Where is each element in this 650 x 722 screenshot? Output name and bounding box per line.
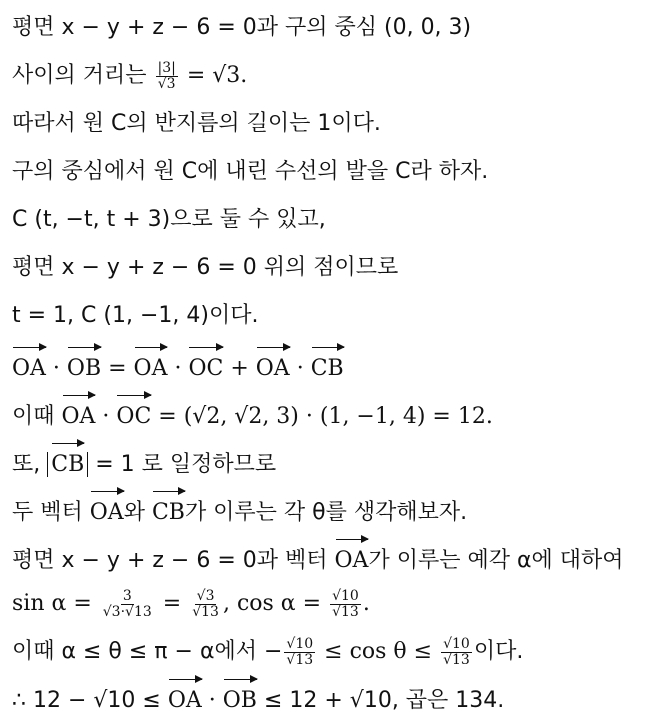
plane-angle-line: 평면 x − y + z − 6 = 0과 벡터 OA가 이루는 예각 α에 대하여 [12, 536, 623, 576]
magnitude-line: 또, CB = 1 로 일정하므로 [12, 440, 276, 480]
vector-oa: OA [90, 488, 124, 533]
vector-ob: OB [67, 344, 101, 389]
fraction: $\frac{√10}{√13}$ [286, 635, 314, 668]
text-line: C (t, −t, t + 3)으로 둘 수 있고, [12, 207, 326, 232]
vector-oa: OA [168, 676, 202, 721]
vector-oa: OA [335, 536, 369, 581]
text-line: 구의 중심에서 원 C에 내린 수선의 발을 C라 하자. [12, 159, 489, 184]
vector-ob: OB [223, 676, 257, 721]
text-line: t = 1, C (1, −1, 4)이다. [12, 303, 259, 328]
magnitude-bars [47, 452, 88, 477]
distance-line: 사이의 거리는 $\frac{|3|}{√3}$ = √3. [12, 59, 248, 92]
trig-line: sin α = $\frac{3}{√3\cdot√13}$ = $\frac{√3}{√13}$ , cos α = $\frac{√10}{√13}$ . [12, 587, 370, 620]
fraction: $\frac{√3}{√13}$ [192, 587, 219, 620]
vector-oa: OA [256, 344, 290, 389]
conclusion-line: ∴ 12 − √10 ≤ OA · OB ≤ 12 + √10, 곱은 134. [12, 676, 504, 716]
text-line: 따라서 원 C의 반지름의 길이는 1이다. [12, 111, 381, 136]
vector-cb: CB [152, 488, 185, 533]
vector-oa: OA [62, 392, 96, 437]
fraction: $\frac{3}{√3\cdot√13}$ [102, 587, 152, 620]
distance-fraction: $\frac{|3|}{√3}$ [157, 59, 176, 92]
text-line: 평면 x − y + z − 6 = 0 위의 점이므로 [12, 255, 399, 280]
vector-oa: OA [12, 344, 46, 389]
vector-oa: OA [134, 344, 168, 389]
dot-product-line: 이때 OA · OC = (√2, √2, 3) · (1, −1, 4) = 12. [12, 392, 493, 432]
text-line: 평면 x − y + z − 6 = 0과 구의 중심 (0, 0, 3) [12, 15, 472, 40]
vector-oc: OC [116, 392, 151, 437]
fraction: $\frac{√10}{√13}$ [443, 635, 470, 668]
vector-equation-line: OA · OB = OA · OC + OA · CB [12, 344, 344, 384]
vector-cb: CB [311, 344, 344, 389]
fraction: $\frac{√10}{√13}$ [332, 587, 359, 620]
angle-line: 두 벡터 OA와 CB가 이루는 각 θ를 생각해보자. [12, 488, 467, 528]
inequality-line: 이때 α ≤ θ ≤ π − α에서 − $\frac{√10}{√13}$ ≤ cos θ ≤ $\frac{√10}{√13}$ 이다. [12, 635, 524, 668]
vector-cb: CB [51, 440, 84, 485]
vector-oc: OC [188, 344, 223, 389]
